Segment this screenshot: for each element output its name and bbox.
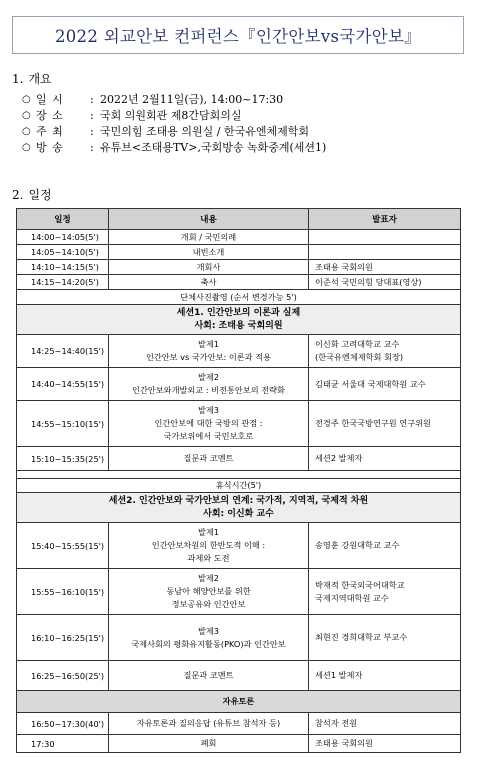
schedule-content-line: 과제와 도전 <box>187 553 230 563</box>
schedule-heading-number: 2. <box>12 188 24 202</box>
schedule-speaker-line: 최현진 경희대학교 부교수 <box>315 632 408 642</box>
session-title <box>17 493 461 523</box>
schedule-content <box>109 523 309 569</box>
schedule-speaker <box>309 230 461 245</box>
schedule-row <box>17 447 461 471</box>
schedule-speaker <box>309 275 461 290</box>
schedule-body <box>17 230 461 753</box>
schedule-speaker-line: 송영훈 강원대학교 교수 <box>315 540 400 550</box>
schedule-speaker <box>309 335 461 368</box>
session-title <box>17 305 461 335</box>
schedule-content-line: 국제사회의 평화유지활동(PKO)과 인간안보 <box>131 638 286 649</box>
schedule-row <box>17 335 461 368</box>
free-discussion-title <box>17 691 461 713</box>
circle-bullet-icon: ○ <box>22 110 31 121</box>
schedule-speaker-line: 참석자 전원 <box>315 718 358 728</box>
schedule-speaker-line: 조태용 국회의원 <box>315 261 373 272</box>
schedule-content <box>109 713 309 735</box>
schedule-speaker-line <box>315 231 457 244</box>
schedule-heading-text: 일정 <box>28 188 52 202</box>
schedule-content-line: 개회사 <box>196 261 221 272</box>
schedule-speaker <box>309 245 461 260</box>
schedule-speaker-line: 세션1 발제자 <box>315 670 363 680</box>
schedule-content-line: 정보공유와 인간안보 <box>171 599 246 609</box>
schedule-content-line: 인간안보에 대한 국방의 관점 : <box>154 418 263 428</box>
schedule-time: 14:00~14:05(5') <box>17 230 109 245</box>
schedule-content-line: 국가보위에서 국민보호로 <box>163 431 254 441</box>
schedule-content-line: 발제1 <box>197 339 220 349</box>
schedule-text-line: 세션1. 인간안보의 이론과 실제 <box>176 307 301 318</box>
schedule-speaker <box>309 615 461 661</box>
schedule-content-line: 발제2 <box>197 372 220 382</box>
schedule-speaker <box>309 523 461 569</box>
schedule-time: 14:40~14:55(15') <box>17 368 109 401</box>
schedule-speaker-line: (한국유엔체제학회 회장) <box>315 352 404 362</box>
schedule-content-line: 폐회 <box>200 738 217 748</box>
schedule-content-line: 자유토론과 질의응답 (유튜브 참석자 등) <box>136 718 281 728</box>
overview-label: 방 송 <box>36 141 64 154</box>
schedule-row <box>17 735 461 753</box>
circle-bullet-icon: ○ <box>22 94 31 105</box>
schedule-content-line: 질문과 코멘트 <box>183 453 234 463</box>
schedule-speaker-line: 조태용 국회의원 <box>315 738 373 748</box>
schedule-content <box>109 335 309 368</box>
overview-item-venue: ○ 장 소 : 국회 의원회관 제8간담회의실 <box>22 109 242 122</box>
schedule-time: 16:10~16:25(15') <box>17 615 109 661</box>
schedule-row <box>17 661 461 691</box>
schedule-speaker <box>309 735 461 753</box>
schedule-row <box>17 260 461 275</box>
schedule-content <box>109 368 309 401</box>
schedule-speaker <box>309 260 461 275</box>
schedule-row <box>17 523 461 569</box>
schedule-speaker-line: 박재적 한국외국어대학교 <box>315 579 405 590</box>
schedule-time: 16:50~17:30(40') <box>17 713 109 735</box>
overview-list <box>22 92 326 156</box>
overview-heading-text: 개요 <box>28 72 52 86</box>
schedule-time: 14:25~14:40(15') <box>17 335 109 368</box>
schedule-row <box>17 401 461 447</box>
schedule-text-line: 휴식시간(5') <box>215 480 262 490</box>
column-header-speaker: 발표자 <box>309 209 461 230</box>
schedule-content <box>109 569 309 615</box>
schedule-row <box>17 713 461 735</box>
schedule-row <box>17 368 461 401</box>
schedule-content <box>109 615 309 661</box>
schedule-speaker-line: 이신화 고려대학교 교수 <box>315 339 400 349</box>
overview-label: 주 최 <box>36 125 64 138</box>
schedule-row <box>17 275 461 290</box>
schedule-full-row <box>17 479 461 493</box>
overview-value: 국회 의원회관 제8간담회의실 <box>100 109 242 122</box>
schedule-heading <box>12 186 52 203</box>
session-header-row <box>17 493 461 523</box>
schedule-header-row <box>17 209 461 230</box>
overview-item-datetime: ○ 일 시 : 2022년 2월11일(금), 14:00~17:30 <box>22 93 284 106</box>
schedule-time: 15:55~16:10(15') <box>17 569 109 615</box>
schedule-speaker-line <box>315 246 457 259</box>
schedule-content-line: 내빈소개 <box>192 246 225 257</box>
schedule-speaker-line: 국제지역대학원 교수 <box>315 592 389 603</box>
schedule-content <box>109 661 309 691</box>
schedule-speaker-line: 이준석 국민의힘 당대표(영상) <box>315 276 422 287</box>
schedule-speaker-line: 전경주 한국국방연구원 연구위원 <box>315 418 431 428</box>
schedule-content <box>109 447 309 471</box>
schedule-speaker-line: 김태균 서울대 국제대학원 교수 <box>315 378 426 389</box>
schedule-content <box>109 735 309 753</box>
schedule-time: 17:30 <box>17 735 109 753</box>
page-title: 2022 외교안보 컨퍼런스『인간안보vs국가안보』 <box>12 16 464 54</box>
schedule-text-line: 자유토론 <box>222 696 255 706</box>
schedule-content-line: 발제1 <box>197 527 220 537</box>
schedule-content <box>109 401 309 447</box>
session-header-row <box>17 305 461 335</box>
schedule-time: 14:05~14:10(5') <box>17 245 109 260</box>
schedule-time: 16:25~16:50(25') <box>17 661 109 691</box>
schedule-content-line: 발제2 <box>197 573 220 583</box>
schedule-speaker <box>309 447 461 471</box>
schedule-speaker <box>309 713 461 735</box>
schedule-content-line: 인간안보차원의 한반도적 이해 : <box>151 540 266 550</box>
schedule-content <box>109 275 309 290</box>
overview-value: 2022년 2월11일(금), 14:00~17:30 <box>100 93 284 106</box>
overview-item-host: ○ 주 최 : 국민의힘 조태용 의원실 / 한국유엔체제학회 <box>22 125 309 138</box>
circle-bullet-icon: ○ <box>22 142 31 153</box>
schedule-speaker-line: 세션2 발제자 <box>315 453 363 463</box>
schedule-time: 15:10~15:35(25') <box>17 447 109 471</box>
overview-label: 일 시 <box>36 93 64 106</box>
overview-heading <box>12 70 52 87</box>
schedule-content-line: 인간안보와개발외교 : 비전통안보의 전략화 <box>132 385 285 395</box>
overview-value: 국민의힘 조태용 의원실 / 한국유엔체제학회 <box>100 125 309 138</box>
schedule-text-line: 사회: 이신화 교수 <box>203 508 274 519</box>
schedule-spacer-row <box>17 471 461 479</box>
column-header-time: 일정 <box>17 209 109 230</box>
schedule-content-line: 축사 <box>200 276 217 287</box>
schedule-spacer <box>17 471 461 479</box>
schedule-content-line: 개회 / 국민의례 <box>180 231 237 242</box>
schedule-full-row <box>17 290 461 305</box>
schedule-full-text <box>17 479 461 493</box>
overview-label: 장 소 <box>36 109 64 122</box>
schedule-speaker <box>309 368 461 401</box>
overview-item-broadcast: ○ 방 송 : 유튜브<조태용TV>,국회방송 녹화중계(세션1) <box>22 141 327 154</box>
schedule-row <box>17 615 461 661</box>
schedule-time: 14:15~14:20(5') <box>17 275 109 290</box>
schedule-content-line: 발제3 <box>197 405 220 415</box>
schedule-speaker <box>309 569 461 615</box>
schedule-row <box>17 569 461 615</box>
schedule-content-line: 발제3 <box>197 625 220 636</box>
schedule-content <box>109 230 309 245</box>
schedule-time: 14:10~14:15(5') <box>17 260 109 275</box>
schedule-table <box>16 208 461 753</box>
schedule-content-line: 질문과 코멘트 <box>183 670 234 680</box>
schedule-text-line: 사회: 조태용 국회의원 <box>194 320 283 331</box>
schedule-content-line: 동남아 해양안보를 위한 <box>166 586 251 596</box>
schedule-row <box>17 230 461 245</box>
overview-value: 유튜브<조태용TV>,국회방송 녹화중계(세션1) <box>100 141 327 154</box>
schedule-content <box>109 260 309 275</box>
column-header-content: 내용 <box>109 209 309 230</box>
schedule-speaker <box>309 401 461 447</box>
schedule-text-line: 단체사진촬영 (순서 변경가능 5') <box>180 291 297 302</box>
schedule-time: 15:40~15:55(15') <box>17 523 109 569</box>
schedule-content-line: 인간안보 vs 국가안보: 이론과 적용 <box>145 352 272 362</box>
circle-bullet-icon: ○ <box>22 126 31 137</box>
schedule-time: 14:55~15:10(15') <box>17 401 109 447</box>
schedule-text-line: 세션2. 인간안보와 국가안보의 연계: 국가적, 지역적, 국제적 차원 <box>108 495 369 506</box>
free-discussion-row <box>17 691 461 713</box>
overview-heading-number: 1. <box>12 72 24 86</box>
schedule-speaker <box>309 661 461 691</box>
schedule-full-text <box>17 290 461 305</box>
schedule-row <box>17 245 461 260</box>
schedule-content <box>109 245 309 260</box>
